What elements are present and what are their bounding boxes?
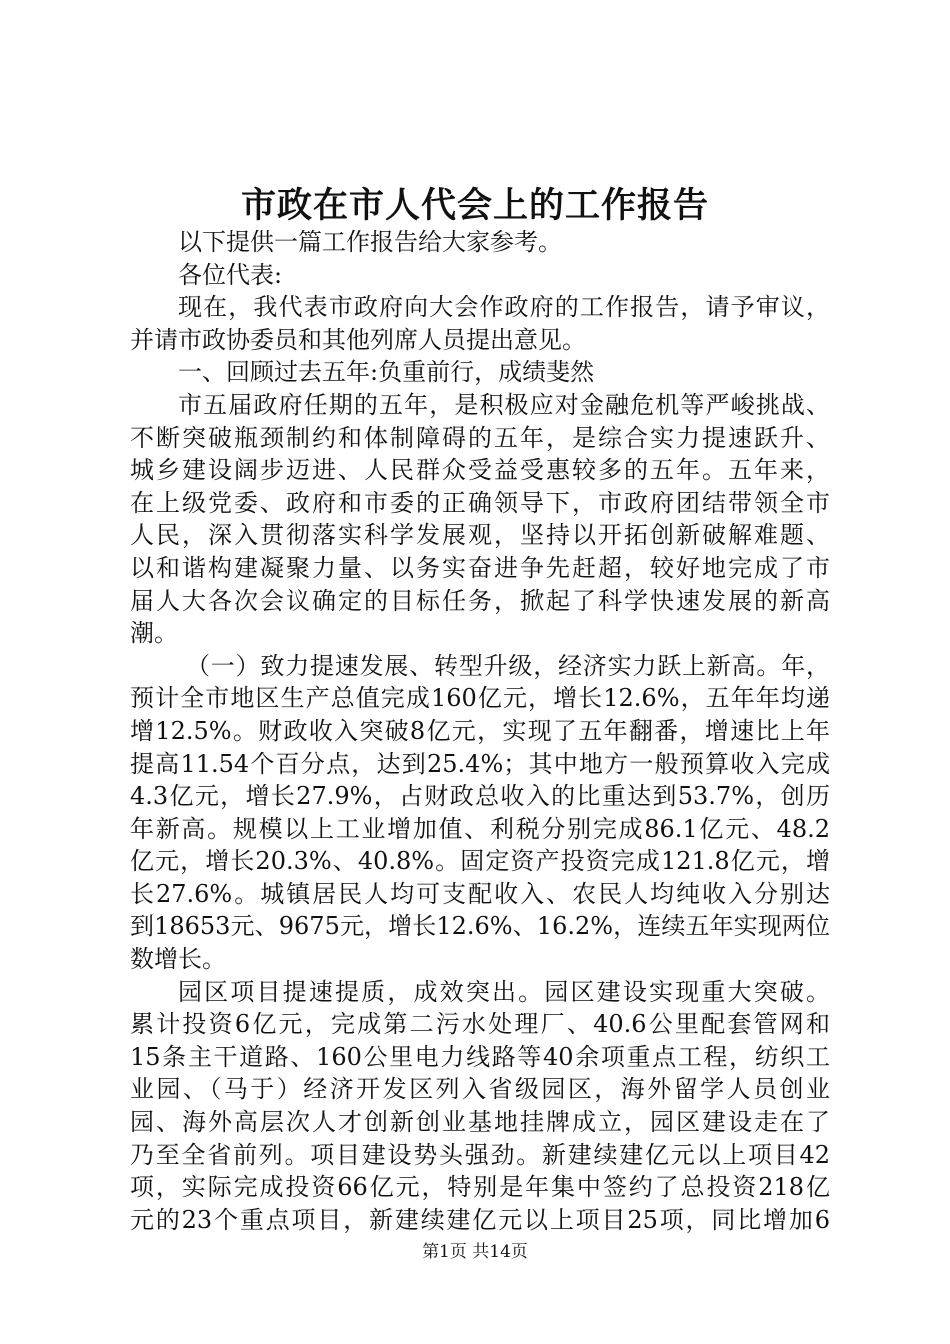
paragraph-line: 并请市政协委员和其他列席人员提出意见。 [130, 325, 586, 354]
paragraph-line: 园区项目提速提质，成效突出。园区建设实现重大突破。 [178, 977, 830, 1006]
paragraph-line: 园、海外高层次人才创新创业基地挂牌成立，园区建设走在了 [130, 1108, 830, 1137]
paragraph-line: 到18653元、9675元，增长12.6%、16.2%，连续五年实现两位 [130, 912, 830, 941]
paragraph-line: 预计全市地区生产总值完成160亿元，增长12.6%，五年年均递 [130, 684, 830, 713]
paragraph-line: 业园、（马于）经济开发区列入省级园区，海外留学人员创业 [130, 1075, 830, 1104]
paragraph-line: 4.3亿元，增长27.9%，占财政总收入的比重达到53.7%，创历 [130, 782, 830, 811]
page-number-footer: 第1页 共14页 [422, 1242, 528, 1262]
paragraph-line: 年新高。规模以上工业增加值、利税分别完成86.1亿元、48.2 [130, 814, 830, 843]
paragraph-line: 增12.5%。财政收入突破8亿元，实现了五年翻番，增速比上年 [130, 716, 830, 745]
paragraph-line: 城乡建设阔步迈进、人民群众受益受惠较多的五年。五年来， [130, 456, 830, 485]
paragraph-line: 现在，我代表市政府向大会作政府的工作报告，请予审议， [178, 293, 830, 322]
paragraph-line: 元的23个重点项目，新建续建亿元以上项目25项，同比增加6 [130, 1205, 830, 1234]
paragraph-line: 人民，深入贯彻落实科学发展观，坚持以开拓创新破解难题、 [130, 521, 830, 550]
paragraph-line: 提高11.54个百分点，达到25.4%；其中地方一般预算收入完成 [130, 749, 830, 778]
paragraph-line: 以和谐构建凝聚力量、以务实奋进争先赶超，较好地完成了市 [130, 553, 830, 582]
paragraph-line: 乃至全省前列。项目建设势头强劲。新建续建亿元以上项目42 [130, 1140, 830, 1169]
paragraph-line: 届人大各次会议确定的目标任务，掀起了科学快速发展的新高 [130, 586, 830, 615]
paragraph-line: 项，实际完成投资66亿元，特别是年集中签约了总投资218亿 [130, 1173, 830, 1202]
paragraph-line: 在上级党委、政府和市委的正确领导下，市政府团结带领全市 [130, 488, 830, 517]
paragraph-line: 亿元，增长20.3%、40.8%。固定资产投资完成121.8亿元，增 [130, 847, 830, 876]
paragraph-line: 以下提供一篇工作报告给大家参考。 [178, 228, 562, 256]
paragraph-line: 各位代表: [178, 260, 283, 289]
section-heading: 一、回顾过去五年:负重前行，成绩斐然 [178, 358, 595, 387]
paragraph-line: 不断突破瓶颈制约和体制障碍的五年，是综合实力提速跃升、 [130, 423, 830, 452]
paragraph-line: （一）致力提速发展、转型升级，经济实力跃上新高。年， [186, 651, 830, 680]
paragraph-line: 市五届政府任期的五年，是积极应对金融危机等严峻挑战、 [178, 390, 830, 419]
paragraph-line: 累计投资6亿元，完成第二污水处理厂、40.6公里配套管网和 [130, 1010, 830, 1039]
document-title: 市政在市人代会上的工作报告 [240, 185, 709, 226]
paragraph-line: 数增长。 [130, 945, 226, 974]
paragraph-line: 潮。 [130, 619, 178, 648]
paragraph-line: 15条主干道路、160公里电力线路等40余项重点工程，纺织工 [130, 1042, 830, 1071]
document-body [130, 226, 830, 1236]
paragraph-line: 长27.6%。城镇居民人均可支配收入、农民人均纯收入分别达 [130, 879, 830, 908]
